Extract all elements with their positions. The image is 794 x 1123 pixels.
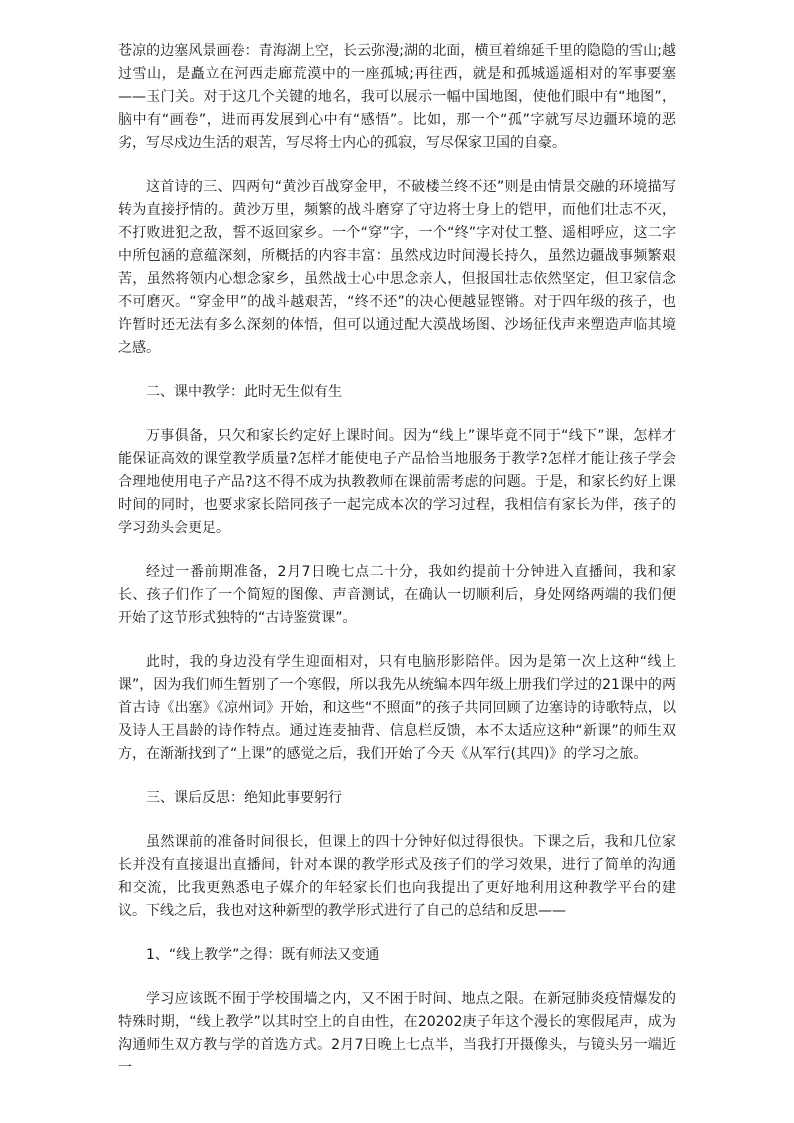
paragraph-poem-analysis: 这首诗的三、四两句“黄沙百战穿金甲，不破楼兰终不还”则是由情景交融的环境描写转为直接抒情的。黄沙万里，频繁的战斗磨穿了守边将士身上的铠甲，而他们壮志不灭，不打败进犯之敌，誓不返回家乡。一个“穿”字，一个“终”字对仗工整、遥相呼应，这二字中所包涵的意蕴深刻，所概括的内容丰富：虽然戍边时间漫长持久，虽然边疆战事频繁艰苦，虽然将领内心想念家乡，虽然战士心中思念亲人，但报国壮志依然坚定，但卫家信念不可磨灭。“穿金甲”的战斗越艰苦，“终不还”的决心便越显铿锵。对于四年级的孩子，也许暂时还无法有多么深刻的体悟，但可以通过配大漠战场图、沙场征伐声来塑造声临其境之感。 xyxy=(118,179,676,356)
paragraph-online-teaching: 学习应该既不囿于学校围墙之内，又不困于时间、地点之限。在新冠肺炎疫情爆发的特殊时期，“线上教学”以其时空上的自由性，在20202庚子年这个漫长的寒假尾声，成为沟通师生双方教与学的首选方式。2月7日晚上七点半，当我打开摄像头，与镜头另一端近一 xyxy=(118,991,676,1076)
paragraph-intro-continuation: 苍凉的边塞风景画卷：青海湖上空，长云弥漫;湖的北面，横亘着绵延千里的隐隐的雪山;越过雪山，是矗立在河西走廊荒漠中的一座孤城;再往西，就是和孤城遥遥相对的军事要塞——玉门关。对于这几个关键的地名，我可以展示一幅中国地图，使他们眼中有“地图”，脑中有“画卷”，进而再发展到心中有“感悟”。比如，那一个“孤”字就写尽边疆环境的恶劣，写尽戍边生活的艰苦，写尽将士内心的孤寂，写尽保家卫国的自豪。 xyxy=(118,43,676,151)
paragraph-preparation: 万事俱备，只欠和家长约定好上课时间。因为“线上”课毕竟不同于“线下”课，怎样才能保证高效的课堂教学质量?怎样才能使电子产品恰当地服务于教学?怎样才能让孩子学会合理地使用电子产品?这不得不成为执教教师在课前需考虑的问题。于是，和家长约好上课时间的同时，也要求家长陪同孩子一起完成本次的学习过程，我相信有家长为伴，孩子的学习劲头会更足。 xyxy=(118,428,676,536)
section-heading-reflection: 三、课后反思：绝知此事要躬行 xyxy=(146,790,342,806)
paragraph-live-start: 经过一番前期准备，2月7日晚七点二十分，我如约提前十分钟进入直播间，我和家长、孩子们作了一个简短的图像、声音测试，在确认一切顺利后，身处网络两端的我们便开始了这节形式独特的“古诗鉴赏课”。 xyxy=(118,564,676,626)
document-page xyxy=(118,40,676,1101)
subheading-online-teaching-gains: 1、“线上教学”之得：既有师法又变通 xyxy=(146,947,380,963)
section-heading-in-class: 二、课中教学：此时无生似有生 xyxy=(146,384,342,400)
paragraph-review: 此时，我的身边没有学生迎面相对，只有电脑形影陪伴。因为是第一次上这种“线上课”，因为我们师生暂别了一个寒假，所以我先从统编本四年级上册我们学过的21课中的两首古诗《出塞》《凉州词》开始，和这些“不照面”的孩子共同回顾了边塞诗的诗歌特点，以及诗人王昌龄的诗作特点。通过连麦抽背、信息栏反馈，本不太适应这种“新课”的师生双方，在渐渐找到了“上课”的感觉之后，我们开始了今天《从军行(其四)》的学习之旅。 xyxy=(118,654,676,762)
paragraph-after-class: 虽然课前的准备时间很长，但课上的四十分钟好似过得很快。下课之后，我和几位家长并没有直接退出直播间，针对本课的教学形式及孩子们的学习效果，进行了简单的沟通和交流，比我更熟悉电子媒介的年轻家长们也向我提出了更好地利用这种教学平台的建议。下线之后，我也对这种新型的教学形式进行了自己的总结和反思—— xyxy=(118,834,676,919)
